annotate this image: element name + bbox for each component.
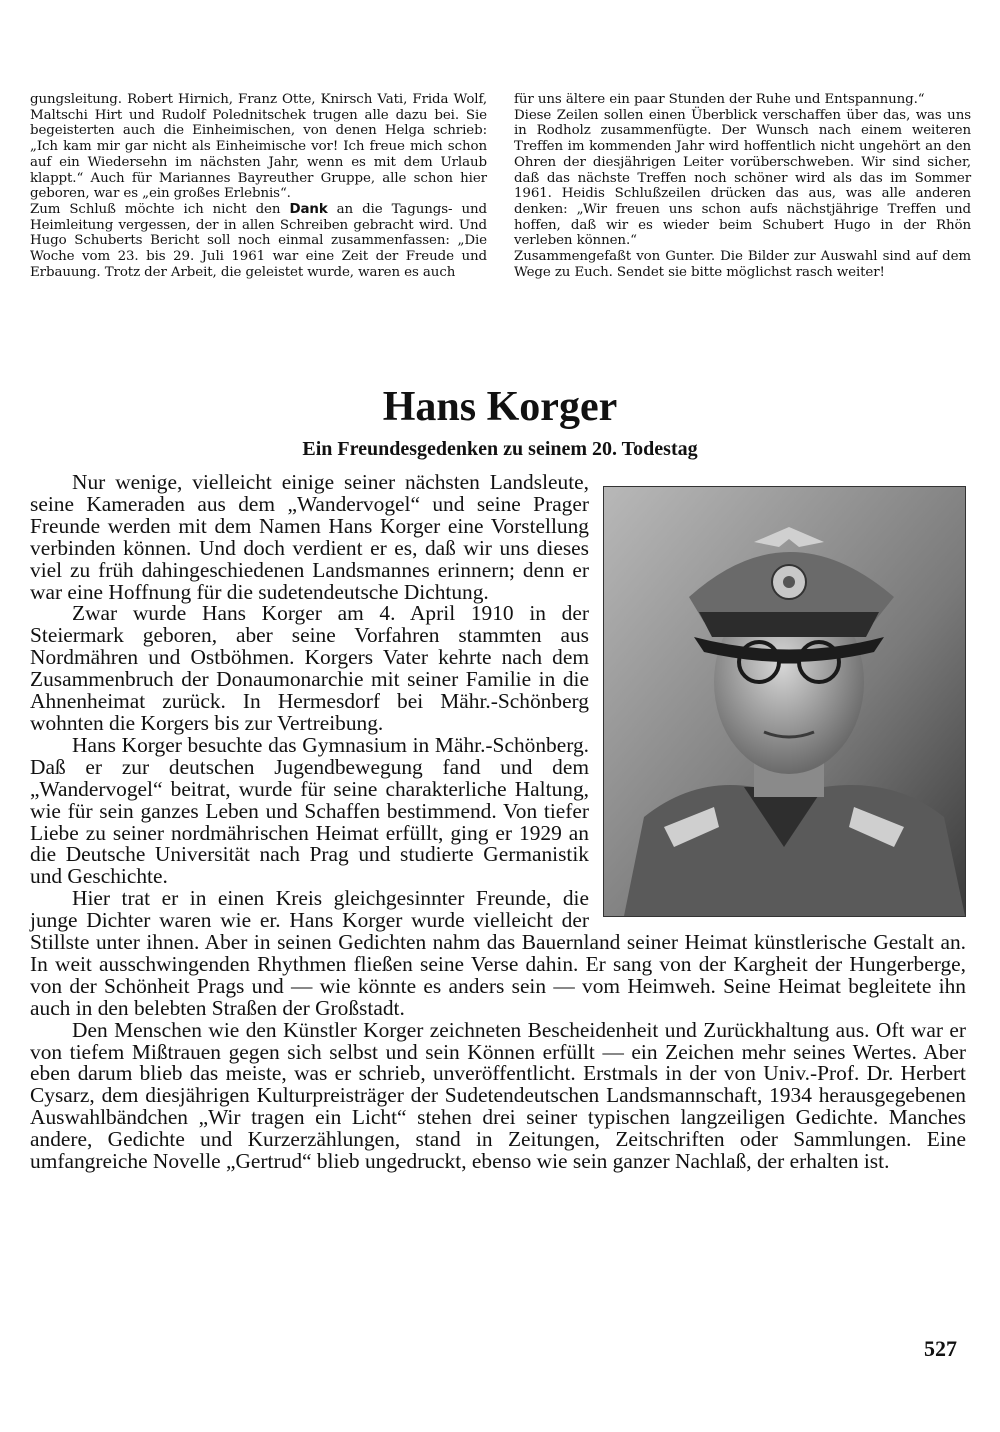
article-paragraph-4: Hier trat er in einen Kreis gleichgesinnter Freunde, die junge Dichter waren wie er. Hans Korger wurde vielleicht der Stillste unter ihnen. Aber in seinen Gedichten nahm das Bauernland seiner Heimat künstlerische Gestalt an. In weit ausschwingenden Rhythmen fließen seine Verse dahin. Er sang von der Kargheit der Hungerberge, von der Schönheit Prags und — wie könnte es anders sein — vom Heimweh. Seine Heimat begleitete ihn auch in den belebten Straßen der Großstadt. bbox=[30, 886, 966, 1020]
article-subtitle: Ein Freundesgedenken zu seinem 20. Todestag bbox=[302, 438, 698, 460]
article-paragraph-3: Hans Korger besuchte das Gymnasium in Mähr.-Schönberg. Daß er zur deutschen Jugendbewegung fand und dem „Wandervogel“ beitrat, wurde für seine charakterliche Haltung, wie für sein ganzes Leben und Schaffen bestimmend. Von tiefer Liebe zu seiner nordmährischen Heimat erfüllt, ging er 1929 an die Deutsche Universität nach Prag und studierte Germanistik und Geschichte. bbox=[30, 732, 589, 889]
portrait-photo bbox=[603, 486, 966, 917]
portrait-illustration bbox=[604, 487, 965, 916]
top-right-column bbox=[514, 92, 971, 280]
article-paragraph-2: Zwar wurde Hans Korger am 4. April 1910 in der Steiermark geboren, aber seine Vorfahren stammten aus Nordmähren und Ostböhmen. Korgers Vater kehrte nach dem Zusammenbruch der Donaumonarchie mit seiner Familie in die Ahnenheimat zurück. In Hermesdorf bei Mähr.-Schönberg wohnten die Korgers bis zur Vertreibung. bbox=[30, 601, 589, 735]
top-right-paragraph-2: Diese Zeilen sollen einen Überblick verschaffen über das, was uns in Rodholz zusammenfügte. Der Wunsch nach einem weiteren Treffen im kommenden Jahr wird hoffentlich nicht ungehört an den Ohren der diesjährigen Leiter vorüberschweben. Wir sind sicher, daß das nächste Treffen noch schöner wird als das im Sommer 1961. Heidis Schlußzeilen drücken das aus, was alle anderen denken: „Wir freuen uns schon aufs nächstjährige Treffen und hoffen, daß wir es wieder beim Schubert Hugo in der Rhön verleben können.“ bbox=[514, 107, 971, 249]
article-paragraph-5: Den Menschen wie den Künstler Korger zeichneten Bescheidenheit und Zurückhaltung aus. Oft war er von tiefem Mißtrauen gegen sich selbst und sein Können erfüllt — ein Zeichen mehr seines Wertes. Aber eben darum blieb das meiste, was er schrieb, unveröffentlicht. Erstmals in der von Univ.-Prof. Dr. Herbert Cysarz, dem diesjährigen Kulturpreisträger der Sudetendeutschen Landsmannschaft, 1934 herausgegebenen Auswahlbändchen „Wir tragen ein Licht“ stehen drei seiner typischen langzeiligen Gedichte. Manches andere, Gedichte und Kurzerzählungen, stand in Zeitungen, Zeitschriften oder Sammlungen. Eine umfangreiche Novelle „Gertrud“ blieb ungedruckt, ebenso wie sein ganzer Nachlaß, der erhalten ist. bbox=[30, 1017, 966, 1174]
closing-bold-word: Dank bbox=[289, 201, 328, 217]
article-paragraph-1: Nur wenige, vielleicht einige seiner nächsten Landsleute, seine Kameraden aus dem „Wandervogel“ und seine Prager Freunde werden mit dem Namen Hans Korger eine Vorstellung verbinden können. Und doch verdient er es, daß wir uns dieses viel zu früh dahingeschiedenen Landsmannes erinnern; denn er war eine Hoffnung für die sudetendeutsche Dichtung. bbox=[30, 470, 589, 604]
top-right-paragraph-1: für uns ältere ein paar Stunden der Ruhe und Entspannung.“ bbox=[514, 92, 925, 107]
top-left-paragraph-1: gungsleitung. Robert Hirnich, Franz Otte, Knirsch Vati, Frida Wolf, Maltschi Hirt und Rudolf Polednitschek trugen alle dazu bei. Sie begeisterten auch die Einheimischen, von denen Helga schrieb: „Ich kam mir gar nicht als Einheimische vor! Ich freue mich schon auf ein Wiedersehn im nächsten Jahr, wenn es mit dem Urlaub klappt.“ Auch für Mariannes Bayreuther Gruppe, alle schon hier geboren, war es „ein großes Erlebnis“. bbox=[30, 92, 487, 202]
article-title: Hans Korger bbox=[382, 384, 618, 430]
closing-text-before: Zum Schluß möchte ich nicht den bbox=[30, 201, 290, 217]
top-right-paragraph-3: Zusammengefaßt von Gunter. Die Bilder zur Auswahl sind auf dem Wege zu Euch. Sendet sie bitte möglichst rasch weiter! bbox=[514, 249, 971, 280]
article-body bbox=[30, 472, 966, 1173]
page-number: 527 bbox=[924, 1336, 957, 1361]
top-left-paragraph-2 bbox=[30, 202, 487, 281]
top-left-column bbox=[30, 92, 487, 280]
closing-text-after: an die Tagungs- und Heimleitung vergessen, der in allen Schreiben gebracht wird. Und Hugo Schuberts Bericht soll noch einmal zusammenfassen: „Die Woche vom 23. bis 29. Juli 1961 war eine Zeit der Freude und Erbauung. Trotz der Arbeit, die geleistet wurde, waren es auch bbox=[30, 201, 487, 280]
